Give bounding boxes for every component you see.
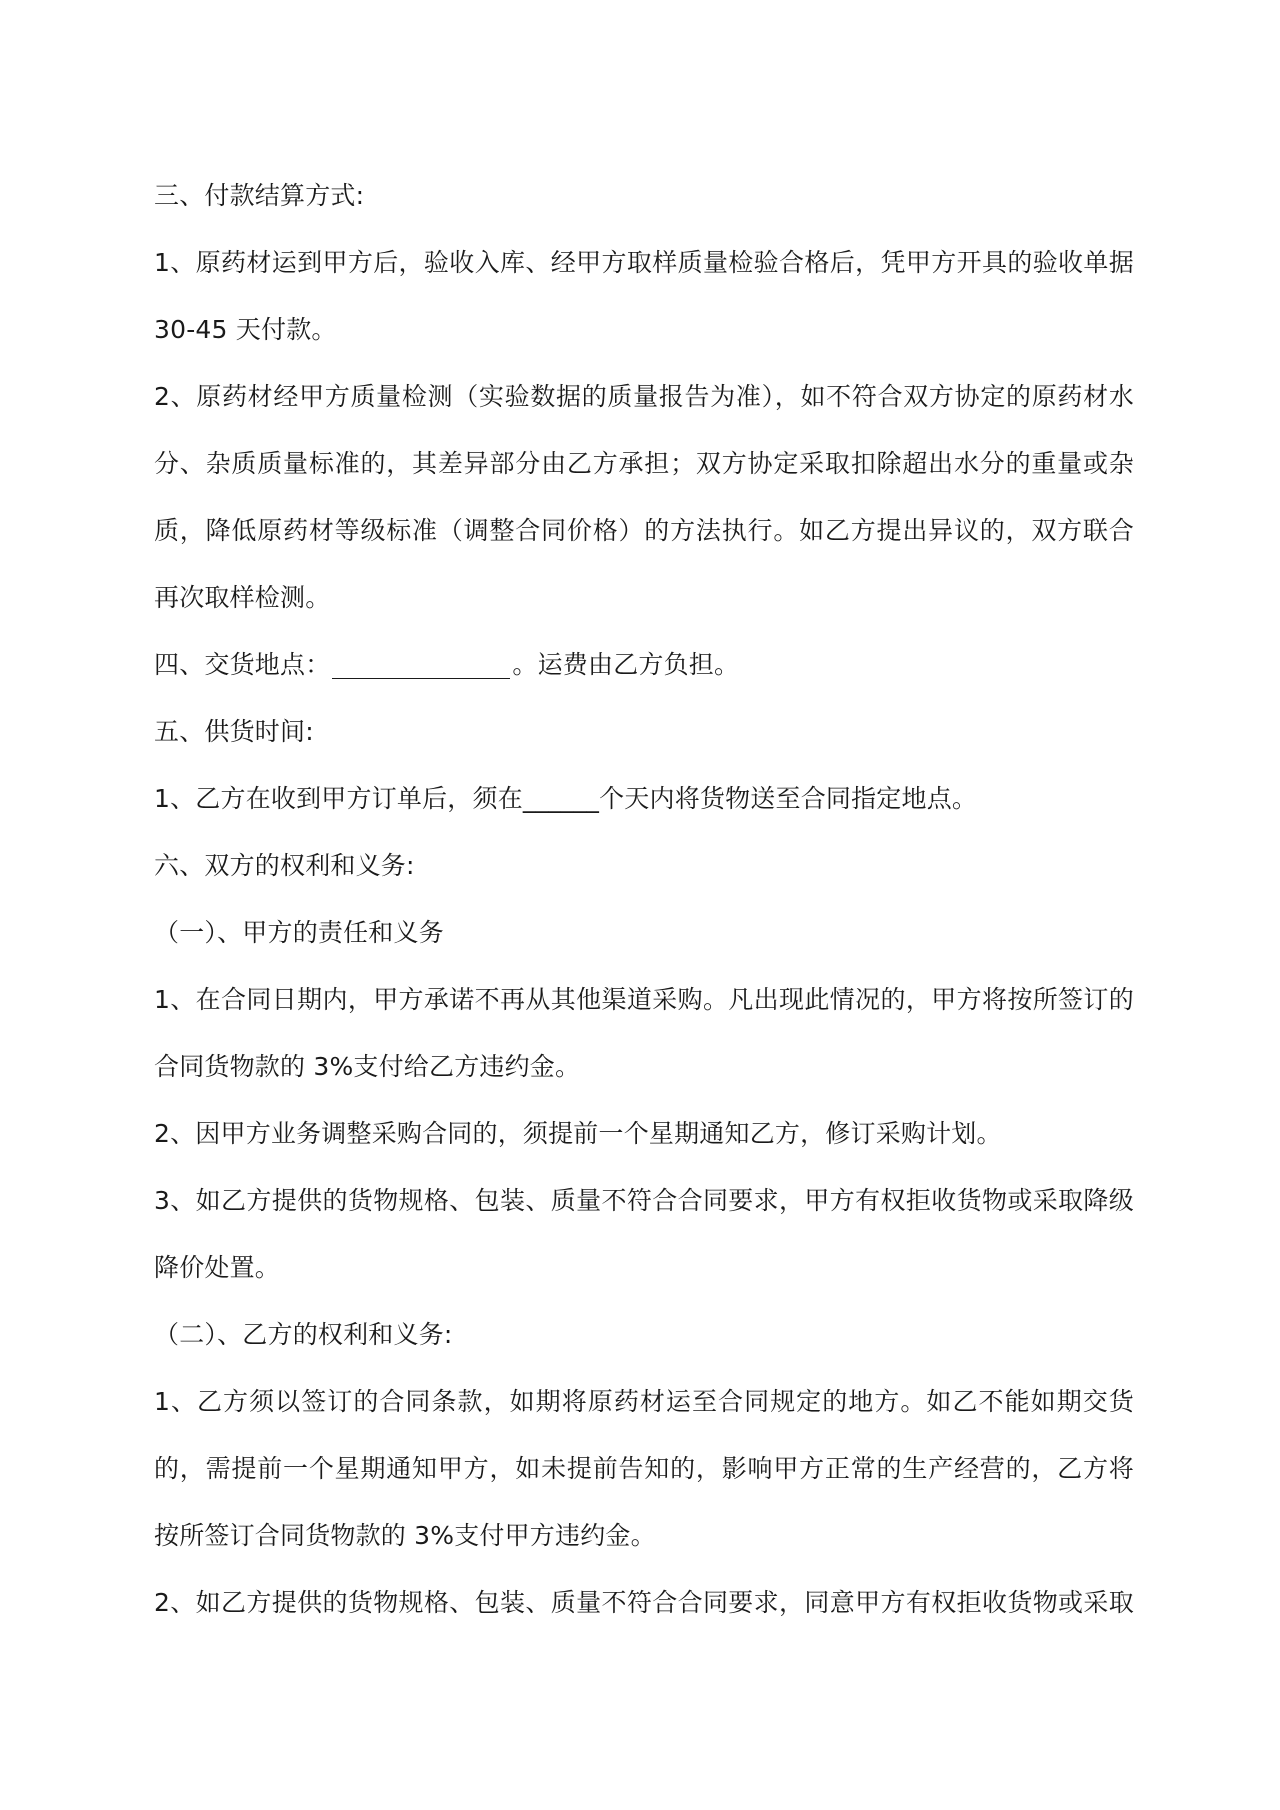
paragraph-line: 2、原药材经甲方质量检测（实验数据的质量报告为准），如不符合双方协定的原药材水 bbox=[154, 382, 1134, 411]
delivery-location-blank bbox=[332, 650, 510, 679]
paragraph-line: 再次取样检测。 bbox=[154, 583, 331, 612]
document-body bbox=[154, 162, 1134, 1636]
section-heading-supply-time: 五、供货时间: bbox=[154, 717, 314, 746]
section-heading-delivery-location bbox=[154, 631, 1134, 698]
section-heading-rights-obligations: 六、双方的权利和义务: bbox=[154, 851, 415, 880]
paragraph-line: 2、如乙方提供的货物规格、包装、质量不符合合同要求，同意甲方有权拒收货物或采取 bbox=[154, 1588, 1134, 1617]
paragraph-line: 按所签订合同货物款的 3%支付甲方违约金。 bbox=[154, 1521, 656, 1550]
section-heading-payment: 三、付款结算方式: bbox=[154, 181, 365, 210]
paragraph-line: 2、因甲方业务调整采购合同的，须提前一个星期通知乙方，修订采购计划。 bbox=[154, 1119, 1002, 1148]
delivery-location-suffix: 。运费由乙方负担。 bbox=[512, 650, 740, 679]
subsection-heading-party-a: （一）、甲方的责任和义务 bbox=[154, 918, 444, 947]
delivery-location-label: 四、交货地点： bbox=[154, 650, 331, 679]
paragraph-line: 合同货物款的 3%支付给乙方违约金。 bbox=[154, 1052, 581, 1081]
paragraph-line: 1、乙方须以签订的合同条款，如期将原药材运至合同规定的地方。如乙不能如期交货 bbox=[154, 1387, 1134, 1416]
paragraph-line: 1、乙方在收到甲方订单后，须在______个天内将货物送至合同指定地点。 bbox=[154, 784, 978, 813]
paragraph-line: 降价处置。 bbox=[154, 1253, 281, 1282]
paragraph-line: 分、杂质质量标准的，其差异部分由乙方承担；双方协定采取扣除超出水分的重量或杂 bbox=[154, 449, 1134, 478]
paragraph-line: 3、如乙方提供的货物规格、包装、质量不符合合同要求，甲方有权拒收货物或采取降级 bbox=[154, 1186, 1134, 1215]
paragraph-line: 30-45 天付款。 bbox=[154, 315, 337, 344]
paragraph-line: 质，降低原药材等级标准（调整合同价格）的方法执行。如乙方提出异议的，双方联合 bbox=[154, 516, 1134, 545]
paragraph-line: 的，需提前一个星期通知甲方，如未提前告知的，影响甲方正常的生产经营的，乙方将 bbox=[154, 1454, 1134, 1483]
subsection-heading-party-b: （二）、乙方的权利和义务: bbox=[154, 1320, 453, 1349]
paragraph-line: 1、原药材运到甲方后，验收入库、经甲方取样质量检验合格后，凭甲方开具的验收单据 bbox=[154, 248, 1134, 277]
paragraph-line: 1、在合同日期内，甲方承诺不再从其他渠道采购。凡出现此情况的，甲方将按所签订的 bbox=[154, 985, 1134, 1014]
